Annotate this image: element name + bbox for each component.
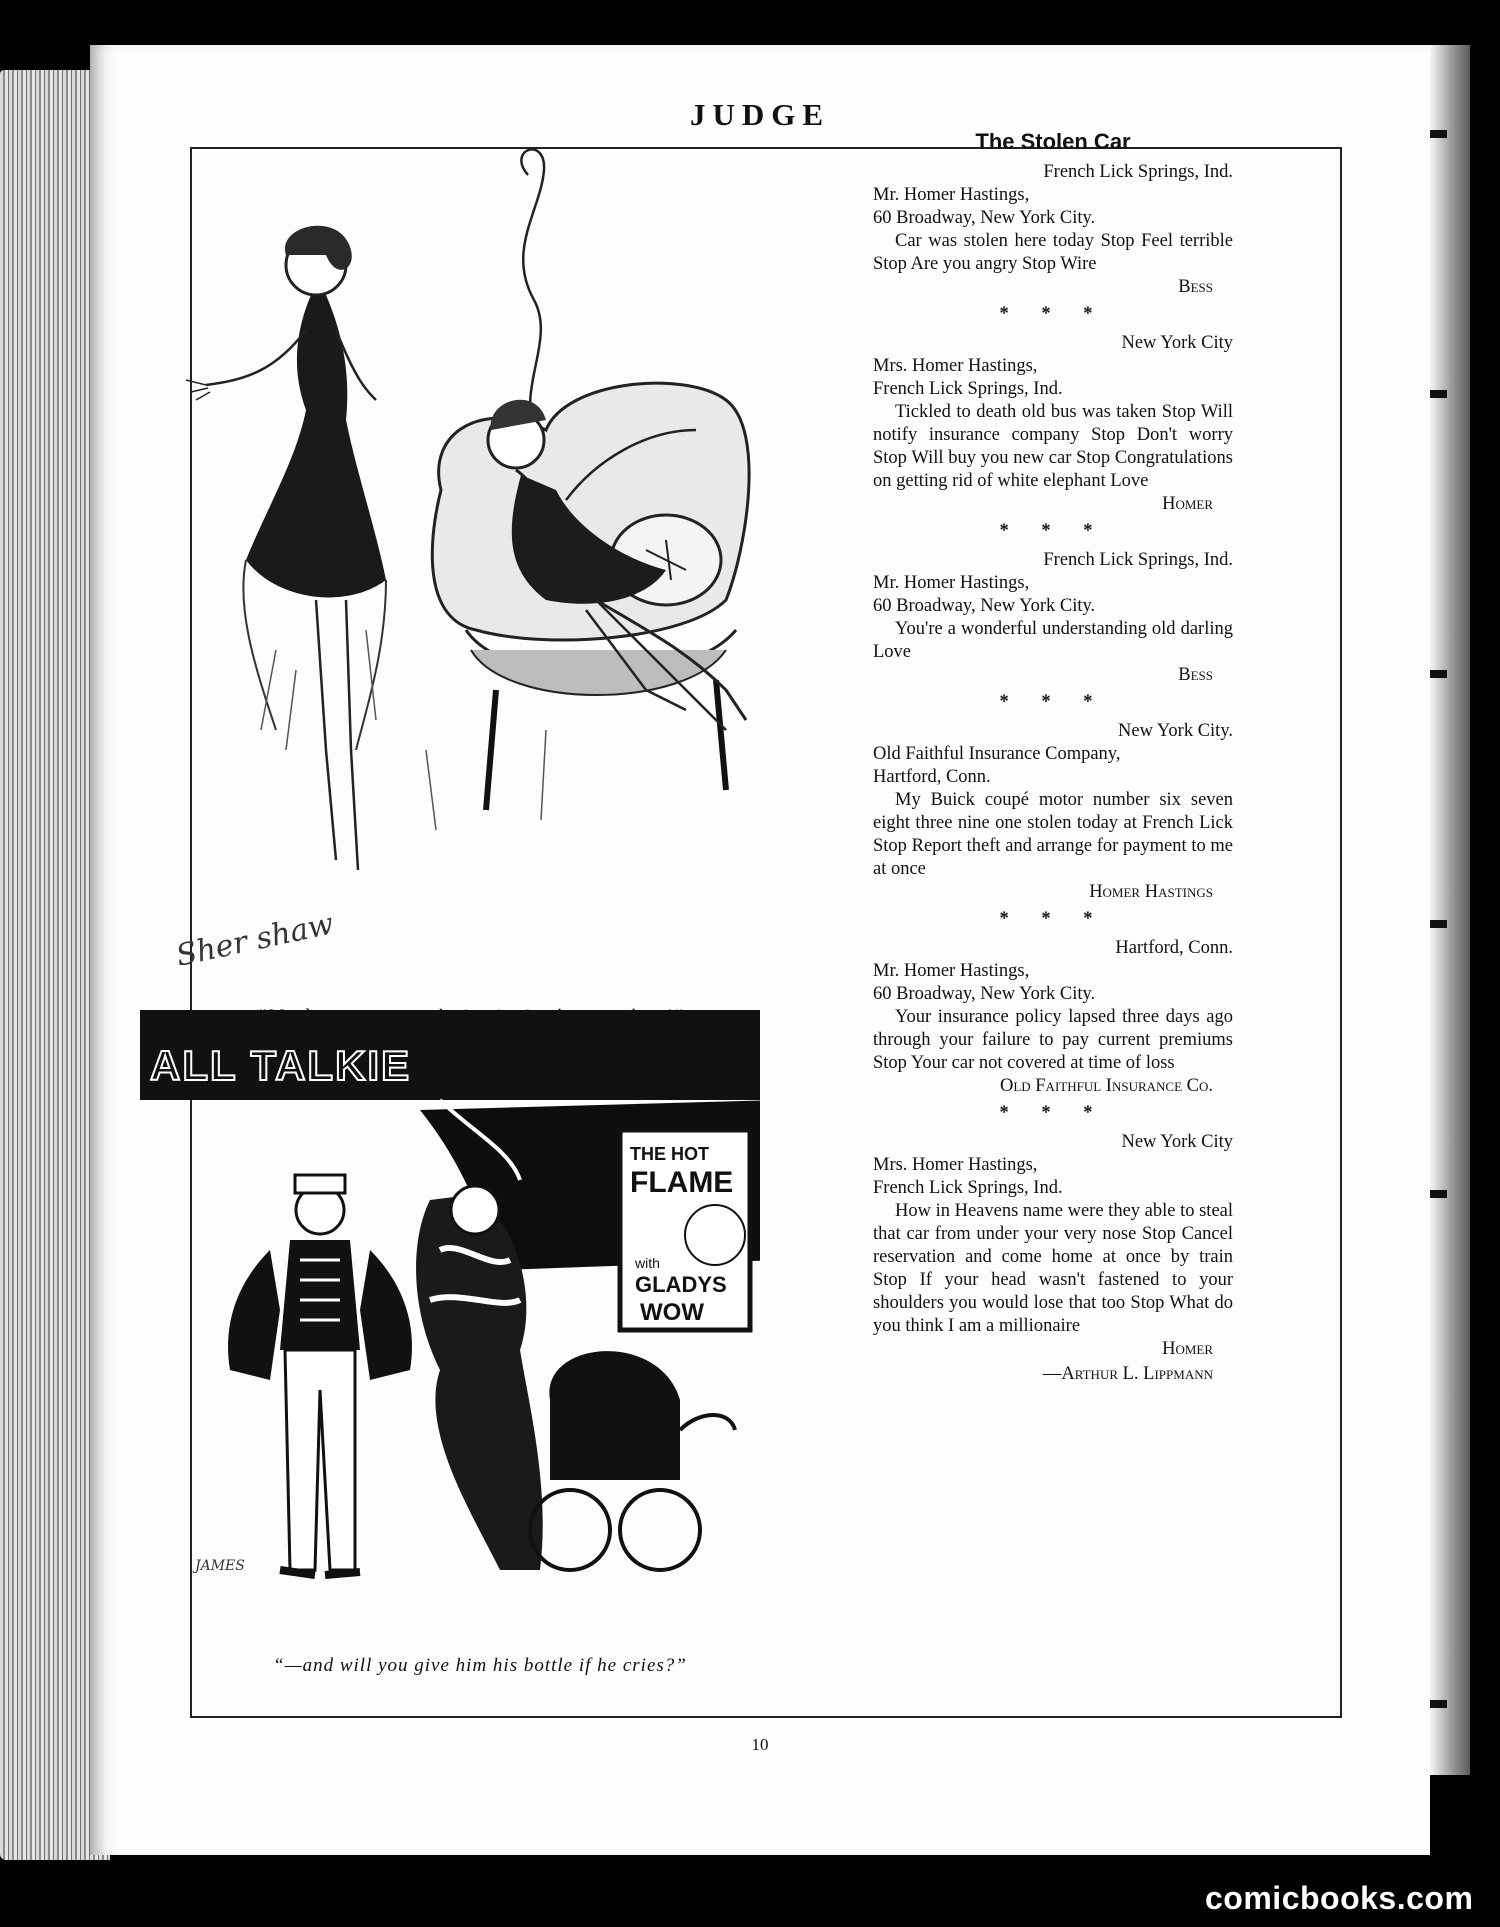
- telegram-body: My Buick coupé motor number six seven eight three nine one stolen today at French Lick Stop Report theft and arrange for payment to me at once: [873, 790, 1233, 879]
- telegram-place: New York City: [1121, 1132, 1233, 1152]
- running-head: JUDGE: [689, 97, 831, 132]
- telegram-body: How in Heavens name were they able to steal that car from under your very nose Stop Cancel reservation and come home at once by train Stop If your head wasn't fastened to your shoulders you would lose that too Stop What do you think I am a millionaire: [873, 1201, 1234, 1336]
- section-separator: * * *: [999, 909, 1107, 929]
- site-watermark: comicbooks.com: [1205, 1880, 1474, 1916]
- poster-star-surname: WOW: [640, 1299, 704, 1326]
- telegram-body: Tickled to death old bus was taken Stop Will notify insurance company Stop Don't worry Stop Will buy you new car Stop Congratulations on getting rid of white elephant Love: [873, 402, 1233, 491]
- telegram: [873, 161, 1233, 299]
- section-separator: * * *: [999, 692, 1107, 712]
- artist-signature: Sher shaw: [173, 906, 337, 974]
- article-byline: —Arthur L. Lippmann: [1042, 1364, 1213, 1384]
- marquee-text: ALL TALKIE: [150, 1042, 412, 1089]
- poster-with: with: [635, 1255, 660, 1271]
- svg-text:JAMES: JAMES: [195, 1558, 245, 1574]
- telegram-place: Hartford, Conn.: [1115, 938, 1233, 958]
- telegram-addressee: Mrs. Homer Hastings,: [873, 356, 1038, 376]
- telegram: [873, 549, 1233, 687]
- telegram-place: New York City.: [1118, 721, 1233, 741]
- telegram-address: 60 Broadway, New York City.: [873, 984, 1096, 1004]
- telegram: [873, 937, 1233, 1098]
- telegram-body: Your insurance policy lapsed three days ago through your failure to pay current premiums Stop Your car not covered at time of loss: [873, 1007, 1233, 1073]
- telegram-address: 60 Broadway, New York City.: [873, 208, 1096, 228]
- section-separator: * * *: [999, 304, 1107, 324]
- telegram-address: French Lick Springs, Ind.: [873, 1178, 1063, 1198]
- telegram-signature: Bess: [1178, 665, 1213, 685]
- poster-title-line1: THE HOT: [630, 1144, 709, 1164]
- article-column: [873, 130, 1233, 1386]
- telegram-signature: Homer Hastings: [1089, 882, 1213, 902]
- telegram-body: You're a wonderful understanding old darling Love: [873, 619, 1233, 662]
- poster-title-line2: FLAME: [630, 1166, 734, 1199]
- telegram-place: French Lick Springs, Ind.: [1043, 550, 1233, 570]
- telegram-addressee: Old Faithful Insurance Company,: [873, 744, 1121, 764]
- telegram: [873, 720, 1233, 904]
- page-number: 10: [751, 1735, 769, 1754]
- article-title: The Stolen Car: [975, 129, 1131, 154]
- section-separator: * * *: [999, 1103, 1107, 1123]
- telegram-addressee: Mr. Homer Hastings,: [873, 961, 1030, 981]
- telegram-signature: Old Faithful Insurance Co.: [999, 1076, 1213, 1096]
- telegram: [873, 332, 1233, 516]
- cartoon-illustration-theater: [140, 1010, 760, 1620]
- telegram-body: Car was stolen here today Stop Feel terrible Stop Are you angry Stop Wire: [873, 231, 1233, 274]
- caption-bottom-cartoon: “—and will you give him his bottle if he cries?”: [273, 1655, 687, 1676]
- poster-star-name: GLADYS: [635, 1272, 727, 1297]
- telegram-signature: Homer: [1162, 1339, 1213, 1359]
- telegram: [873, 1131, 1233, 1361]
- telegram-address: French Lick Springs, Ind.: [873, 379, 1063, 399]
- section-separator: * * *: [999, 521, 1107, 541]
- telegram-place: New York City: [1121, 333, 1233, 353]
- telegram-addressee: Mr. Homer Hastings,: [873, 573, 1030, 593]
- telegram-address: 60 Broadway, New York City.: [873, 596, 1096, 616]
- telegram-addressee: Mrs. Homer Hastings,: [873, 1155, 1038, 1175]
- telegram-signature: Bess: [1178, 277, 1213, 297]
- telegram-address: Hartford, Conn.: [873, 767, 991, 787]
- telegram-addressee: Mr. Homer Hastings,: [873, 185, 1030, 205]
- telegram-place: French Lick Springs, Ind.: [1043, 162, 1233, 182]
- telegram-signature: Homer: [1162, 494, 1213, 514]
- cartoon-illustration-ladies: [126, 130, 758, 1000]
